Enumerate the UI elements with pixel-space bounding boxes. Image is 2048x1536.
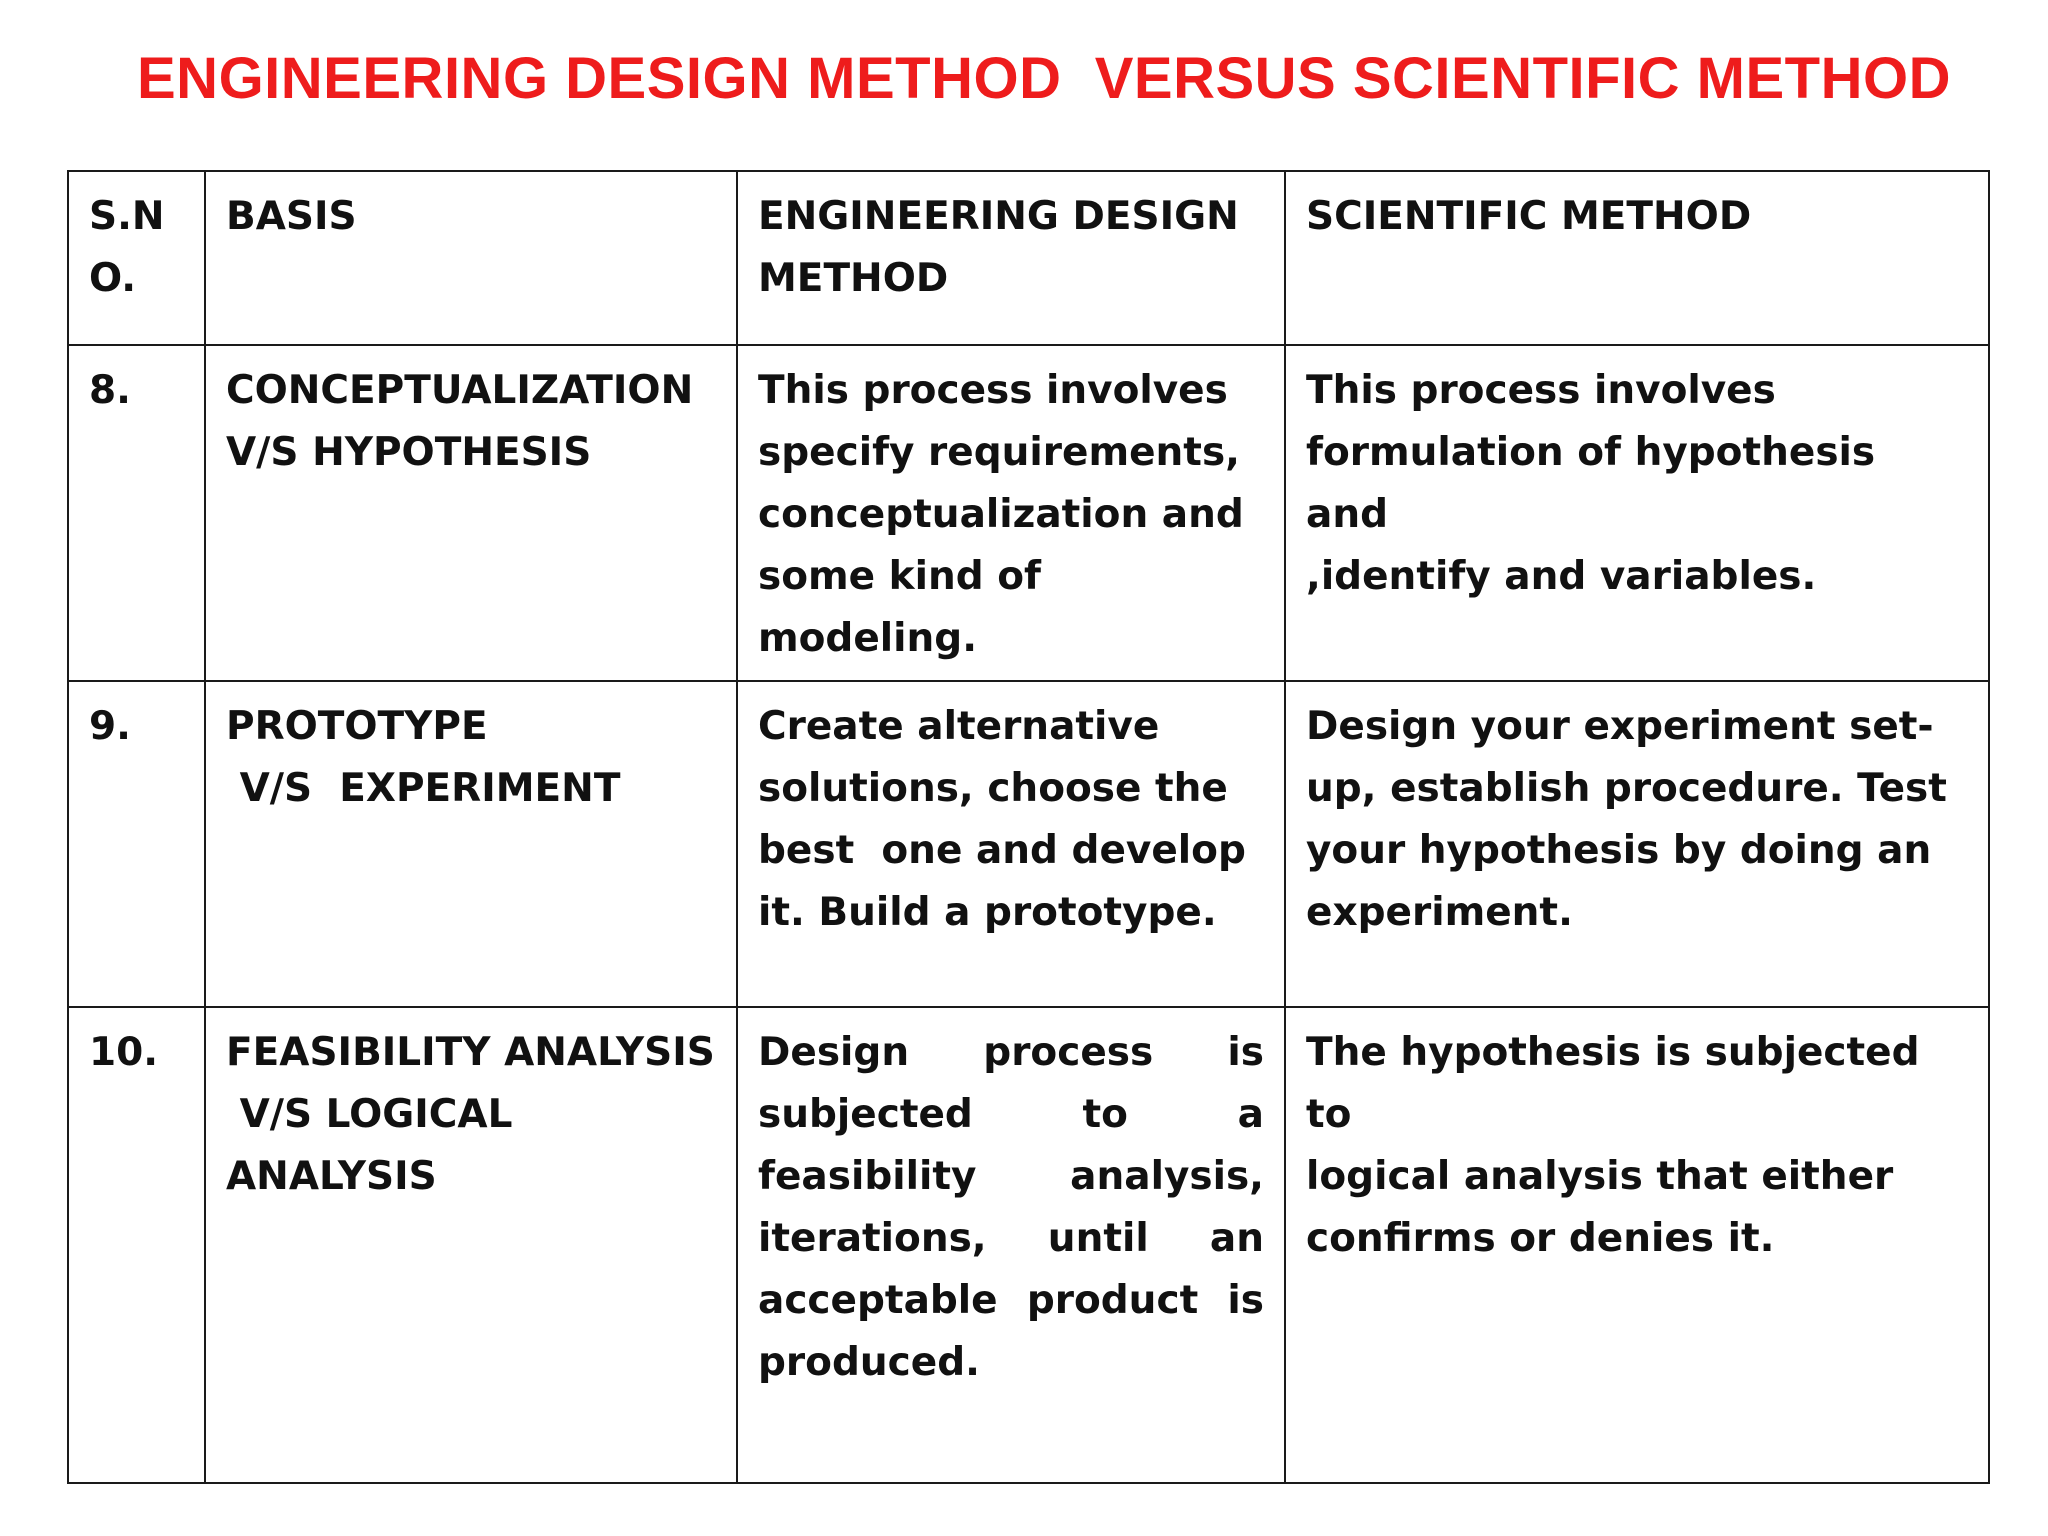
cell-engineering: This process involves specify requirements, conceptualization and some kind of modeling. — [737, 345, 1285, 681]
cell-scientific: Design your experiment set- up, establish procedure. Test your hypothesis by doing an experiment. — [1285, 681, 1989, 1007]
header-engineering-design-method: ENGINEERING DESIGN METHOD — [737, 171, 1285, 345]
table-header-row — [68, 171, 1989, 345]
cell-engineering: Design process is subjected to a feasibility analysis, iterations, until an acceptable product is produced. — [737, 1007, 1285, 1483]
header-scientific-method: SCIENTIFIC METHOD — [1285, 171, 1989, 345]
slide-title: ENGINEERING DESIGN METHOD VERSUS SCIENTIFIC METHOD — [137, 46, 1951, 111]
cell-basis: FEASIBILITY ANALYSIS V/S LOGICAL ANALYSIS — [205, 1007, 737, 1483]
cell-basis: CONCEPTUALIZATION V/S HYPOTHESIS — [205, 345, 737, 681]
header-sno: S.N O. — [68, 171, 205, 345]
cell-basis: PROTOTYPE V/S EXPERIMENT — [205, 681, 737, 1007]
cell-engineering: Create alternative solutions, choose the best one and develop it. Build a prototype. — [737, 681, 1285, 1007]
cell-sno: 10. — [68, 1007, 205, 1483]
comparison-table — [67, 170, 1990, 1484]
cell-scientific: This process involves formulation of hypothesis and ,identify and variables. — [1285, 345, 1989, 681]
table-row — [68, 1007, 1989, 1483]
table-row — [68, 681, 1989, 1007]
comparison-table-container — [67, 170, 1990, 1484]
table-row — [68, 345, 1989, 681]
cell-sno: 8. — [68, 345, 205, 681]
cell-sno: 9. — [68, 681, 205, 1007]
header-basis: BASIS — [205, 171, 737, 345]
cell-scientific: The hypothesis is subjected to logical analysis that either confirms or denies it. — [1285, 1007, 1989, 1483]
